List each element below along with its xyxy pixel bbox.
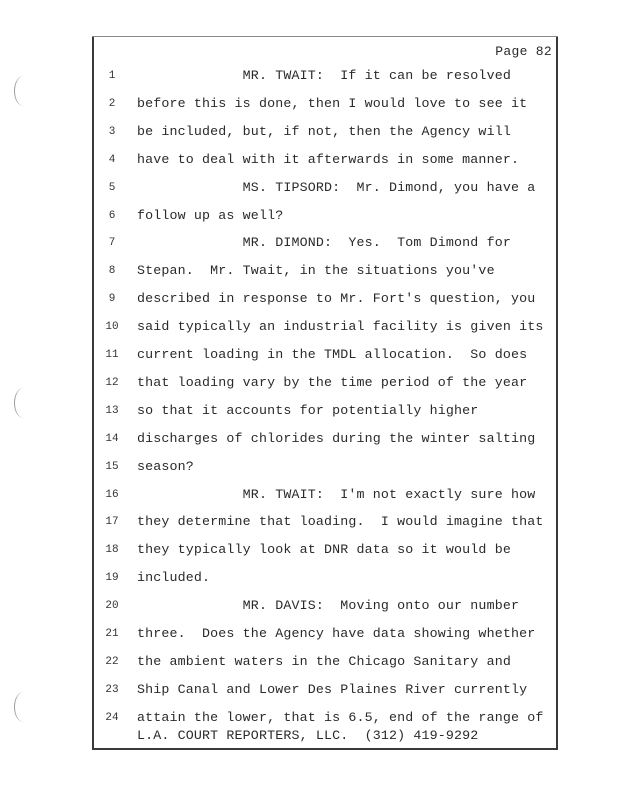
frame-top-rule [92,36,558,37]
line-number: 7 [108,237,116,249]
line-number: 18 [105,544,119,556]
transcript-line: described in response to Mr. Fort's question, you [137,291,536,306]
transcript-line: they determine that loading. I would imagine that [137,514,544,529]
transcript-line: Stepan. Mr. Twait, in the situations you've [137,263,495,278]
transcript-frame [92,36,558,750]
punch-hole [14,692,33,722]
line-number: 24 [105,712,119,724]
page-number: Page 82 [495,44,552,59]
transcript-line: said typically an industrial facility is given its [137,319,544,334]
line-number: 19 [105,572,119,584]
transcript-line: MR. DIMOND: Yes. Tom Dimond for [137,235,511,250]
transcript-line: so that it accounts for potentially higher [137,403,479,418]
transcript-line: follow up as well? [137,208,284,223]
line-number: 17 [105,516,119,528]
line-number: 10 [105,321,119,333]
reporter-footer: L.A. COURT REPORTERS, LLC. (312) 419-9292 [137,728,479,743]
line-number: 22 [105,656,119,668]
transcript-line: MR. TWAIT: If it can be resolved [137,68,511,83]
transcript-line: they typically look at DNR data so it would be [137,542,511,557]
line-number: 1 [108,70,116,82]
transcript-line: season? [137,459,194,474]
line-number: 4 [108,154,116,166]
transcript-line: included. [137,570,211,585]
transcript-line: be included, but, if not, then the Agency will [137,124,511,139]
line-number: 3 [108,126,116,138]
line-number: 15 [105,461,119,473]
transcript-line: Ship Canal and Lower Des Plaines River currently [137,682,528,697]
punch-hole [14,388,33,418]
line-number: 13 [105,405,119,417]
transcript-line: current loading in the TMDL allocation. So does [137,347,528,362]
transcript-line: three. Does the Agency have data showing whether [137,626,536,641]
line-number: 8 [108,265,116,277]
transcript-line: MS. TIPSORD: Mr. Dimond, you have a [137,180,536,195]
line-number: 14 [105,433,119,445]
transcript-line: MR. TWAIT: I'm not exactly sure how [137,487,536,502]
line-number: 6 [108,210,116,222]
transcript-line: the ambient waters in the Chicago Sanitary and [137,654,511,669]
transcript-line: MR. DAVIS: Moving onto our number [137,598,520,613]
line-number: 11 [105,349,119,361]
line-number: 5 [108,182,116,194]
line-number: 16 [105,489,119,501]
transcript-line: discharges of chlorides during the winter salting [137,431,536,446]
line-number: 21 [105,628,119,640]
line-number: 20 [105,600,119,612]
transcript-line: attain the lower, that is 6.5, end of the range of [137,710,544,725]
line-number: 12 [105,377,119,389]
line-number: 9 [108,293,116,305]
transcript-line: have to deal with it afterwards in some manner. [137,152,520,167]
line-number: 2 [108,98,116,110]
punch-hole [14,76,33,106]
line-number: 23 [105,684,119,696]
transcript-line: that loading vary by the time period of the year [137,375,528,390]
transcript-line: before this is done, then I would love to see it [137,96,528,111]
